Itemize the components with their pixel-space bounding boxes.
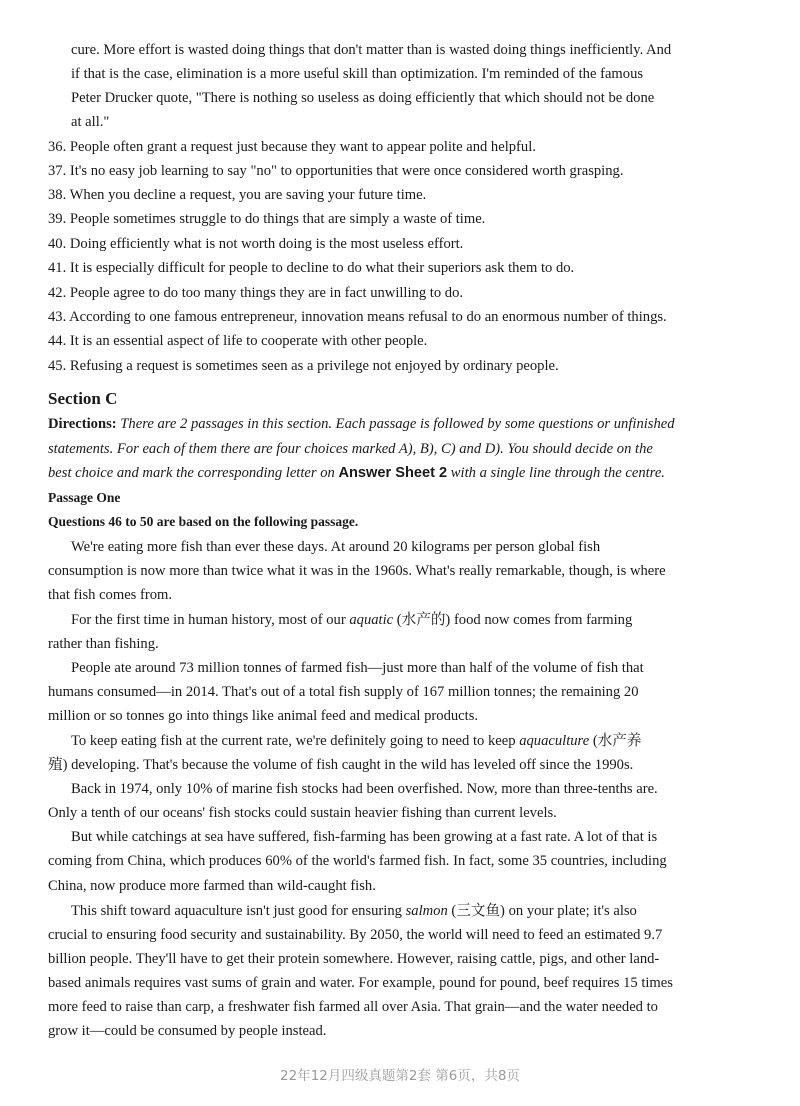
passage-line-10: 殖) developing. That's because the volume of fish caught in the wild has leveled off since the 1990s. [48,757,634,773]
passage-line-11: Back in 1974, only 10% of marine fish stocks had been overfished. Now, more than three-tenths are. [71,781,658,797]
passage-line-9 [71,731,641,751]
passage-line-8: million or so tonnes go into things like animal feed and medical products. [48,708,479,724]
statement-43: 43. According to one famous entrepreneur, innovation means refusal to do an enormous number of things. [48,309,667,325]
passage-line-2: consumption is now more than twice what it was in the 1960s. What's really remarkable, though, is where [48,563,666,579]
passage-line-13: But while catchings at sea have suffered, fish-farming has been growing at a fast rate. A lot of that is [71,829,658,845]
top-paragraph-line-1: cure. More effort is wasted doing things that don't matter than is wasted doing things inefficiently. And [71,42,672,58]
statement-40: 40. Doing efficiently what is not worth doing is the most useless effort. [48,236,464,252]
section-title: Section C [48,389,118,408]
term-aquatic: aquatic [349,612,394,628]
statement-37: 37. It's no easy job learning to say "no" to opportunities that were once considered worth grasping. [48,163,624,179]
passage-line-19: based animals requires vast sums of grain and water. For example, pound for pound, beef requires 15 times [48,975,673,991]
statement-44: 44. It is an essential aspect of life to cooperate with other people. [48,333,428,349]
top-paragraph-line-2: if that is the case, elimination is a more useful skill than optimization. I'm reminded of the famous [71,66,644,82]
directions-text-1: There are 2 passages in this section. Each passage is followed by some questions or unfinished [120,416,675,432]
statement-36: 36. People often grant a request just because they want to appear polite and helpful. [48,139,536,155]
passage-line-20: more feed to raise than carp, a freshwater fish farmed all over Asia. That grain—and the water needed to [48,999,658,1015]
passage-line-15: China, now produce more farmed than wild-caught fish. [48,878,376,894]
passage-line-5: rather than fishing. [48,636,159,652]
directions-label: Directions: [48,416,117,432]
term-salmon: salmon [405,903,448,919]
questions-note: Questions 46 to 50 are based on the following passage. [48,514,359,529]
gloss-aquaculture: (水产养 [589,733,642,749]
passage-line-1: We're eating more fish than ever these days. At around 20 kilograms per person global fish [71,539,601,555]
passage-line-3: that fish comes from. [48,587,173,603]
top-paragraph-line-3: Peter Drucker quote, "There is nothing so useless as doing efficiently that which should not be done [71,90,655,106]
statement-41: 41. It is especially difficult for people to decline to do what their superiors ask them to do. [48,260,575,276]
passage-line-4 [71,610,632,630]
passage-line-4-end: food now comes from farming [453,612,633,628]
page-footer: 22年12月四级真题第2套 第6页，共8页 [280,1068,520,1084]
gloss-aquatic: (水产的) [393,612,454,628]
statement-39: 39. People sometimes struggle to do things that are simply a waste of time. [48,211,486,227]
passage-line-7: humans consumed—in 2014. That's out of a total fish supply of 167 million tonnes; the remaining 20 [48,684,639,700]
passage-line-6: People ate around 73 million tonnes of farmed fish—just more than half of the volume of fish that [71,660,644,676]
statement-45: 45. Refusing a request is sometimes seen as a privilege not enjoyed by ordinary people. [48,358,559,374]
gloss-salmon: (三文鱼) [447,903,509,919]
passage-line-21: grow it—could be consumed by people instead. [48,1023,327,1039]
statement-38: 38. When you decline a request, you are saving your future time. [48,187,427,203]
statement-42: 42. People agree to do too many things they are in fact unwilling to do. [48,285,464,301]
directions-text-3a: best choice and mark the corresponding letter on [48,465,339,481]
directions-line-3 [48,463,665,483]
passage-line-14: coming from China, which produces 60% of the world's farmed fish. In fact, some 35 countries, including [48,853,667,869]
passage-line-4-start: For the first time in human history, most of our [71,612,346,628]
directions-line-1 [48,414,675,434]
passage-line-12: Only a tenth of our oceans' fish stocks could sustain heavier fishing than current levels. [48,805,557,821]
passage-line-9-start: To keep eating fish at the current rate, we're definitely going to need to keep [71,733,516,749]
answer-sheet-label: Answer Sheet 2 [338,465,448,481]
passage-line-18: billion people. They'll have to get their protein somewhere. However, raising cattle, pigs, and other land- [48,951,660,967]
passage-line-16-start: This shift toward aquaculture isn't just good for ensuring [71,903,402,919]
passage-line-16 [71,901,637,921]
passage-title: Passage One [48,490,121,505]
directions-line-2: statements. For each of them there are four choices marked A), B), C) and D). You should decide on the [48,441,653,457]
directions-text-3b: with a single line through the centre. [447,465,665,481]
term-aquaculture: aquaculture [519,733,590,749]
passage-line-16-end: on your plate; it's also [508,903,637,919]
passage-line-17: crucial to ensuring food security and sustainability. By 2050, the world will need to feed an estimated 9.7 [48,927,663,943]
top-paragraph-line-4: at all." [71,114,110,130]
